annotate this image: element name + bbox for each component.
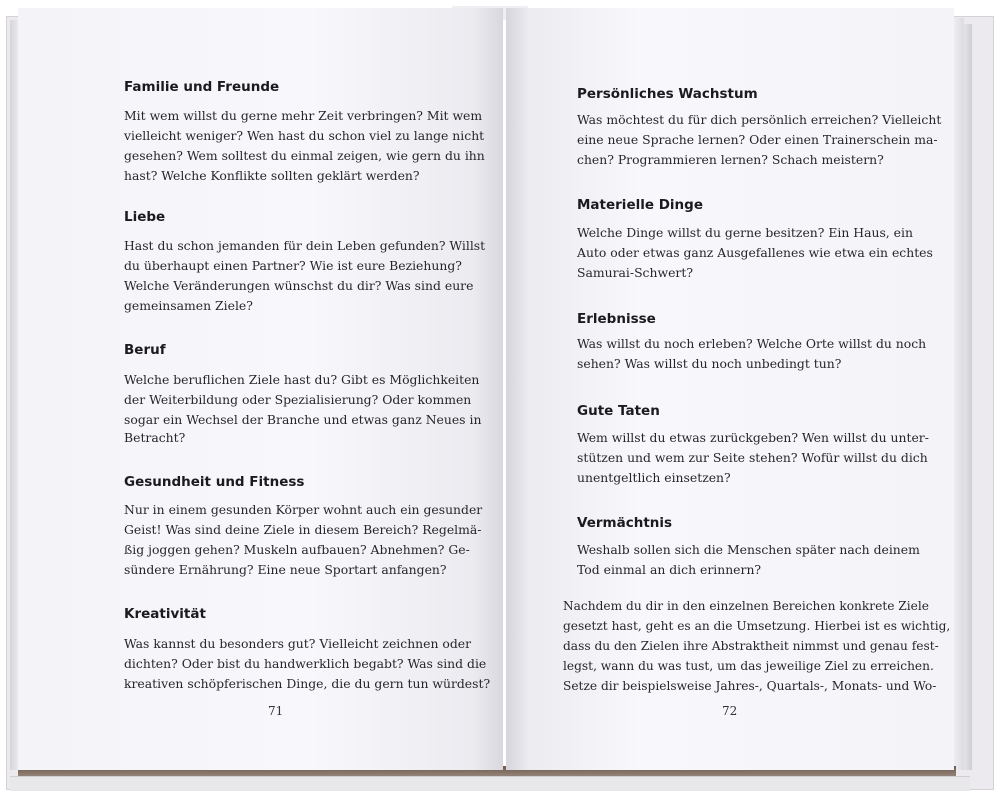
section-text-line: kreativen schöpferischen Dinge, die du gern tun würdest? (124, 676, 491, 691)
section-text-line: Tod einmal an dich erinnern? (577, 562, 762, 577)
section-heading: Gute Taten (577, 403, 660, 419)
closing-text-line: dass du den Zielen ihre Abstraktheit nimmst und genau fest- (563, 639, 939, 653)
section-text-line: sogar ein Wechsel der Branche und etwas ganz Neues in (124, 412, 482, 427)
section-text-line: Geist! Was sind deine Ziele in diesem Bereich? Regelmä- (124, 522, 482, 537)
section-text-line: gesehen? Wem solltest du einmal zeigen, wie gern du ihn (124, 148, 485, 163)
section-text-line: Samurai-Schwert? (577, 265, 693, 280)
section-heading: Vermächtnis (577, 515, 673, 531)
section-text-line: Welche beruflichen Ziele hast du? Gibt es Möglichkeiten (124, 372, 480, 387)
section-text-line: unentgeltlich einsetzen? (577, 470, 731, 485)
page-edges-right-outer (964, 24, 972, 770)
section-text-line: Hast du schon jemanden für dein Leben gefunden? Willst (124, 238, 486, 253)
section-text-line: Auto oder etwas ganz Ausgefallenes wie etwa ein echtes (577, 245, 933, 260)
section-text-line: Welche Dinge willst du gerne besitzen? Ein Haus, ein (577, 225, 913, 240)
section-text-line: Weshalb sollen sich die Menschen später nach deinem (577, 542, 920, 557)
section-text-line: Was möchtest du für dich persönlich erreichen? Vielleicht (577, 112, 942, 127)
section-heading: Gesundheit und Fitness (124, 474, 305, 490)
section-heading: Kreativität (124, 606, 206, 622)
section-heading: Materielle Dinge (577, 197, 703, 213)
section-text-line: vielleicht weniger? Wen hast du schon viel zu lange nicht (124, 128, 485, 143)
closing-text-line: Setze dir beispielsweise Jahres-, Quartals-, Monats- und Wo- (563, 679, 937, 693)
section-text-line: eine neue Sprache lernen? Oder einen Trainerschein ma- (577, 132, 938, 147)
closing-text-line: legst, wann du was tust, um das jeweilige Ziel zu erreichen. (563, 659, 934, 673)
section-text-line: Betracht? (124, 430, 186, 445)
section-text-line: stützen und wem zur Seite stehen? Wofür willst du dich (577, 450, 928, 465)
section-text-line: Welche Veränderungen wünschst du dir? Was sind eure (124, 278, 474, 293)
section-heading: Familie und Freunde (124, 79, 280, 95)
page-number: 71 (268, 704, 284, 718)
section-heading: Erlebnisse (577, 311, 656, 327)
closing-text-line: gesetzt hast, geht es an die Umsetzung. Hierbei ist es wichtig, (563, 619, 951, 633)
section-text-line: Mit wem willst du gerne mehr Zeit verbringen? Mit wem (124, 108, 483, 123)
section-text-line: Nur in einem gesunden Körper wohnt auch ein gesunder (124, 502, 483, 517)
section-heading: Beruf (124, 342, 166, 358)
section-text-line: sehen? Was willst du noch unbedingt tun? (577, 356, 842, 371)
section-text-line: der Weiterbildung oder Spezialisierung? Oder kommen (124, 392, 472, 407)
section-text-line: gemeinsamen Ziele? (124, 298, 253, 313)
closing-text-line: Nachdem du dir in den einzelnen Bereichen konkrete Ziele (563, 599, 929, 613)
section-text-line: dichten? Oder bist du handwerklich begabt? Was sind die (124, 656, 487, 671)
page-edges-right (954, 18, 964, 770)
section-text-line: chen? Programmieren lernen? Schach meistern? (577, 152, 884, 167)
section-heading: Persönliches Wachstum (577, 86, 758, 102)
section-text-line: du überhaupt einen Partner? Wie ist eure Beziehung? (124, 258, 462, 273)
section-heading: Liebe (124, 209, 166, 225)
section-text-line: sündere Ernährung? Eine neue Sportart anfangen? (124, 562, 447, 577)
page-number: 72 (722, 704, 738, 718)
section-text-line: hast? Welche Konflikte sollten geklärt werden? (124, 168, 420, 183)
section-text-line: Wem willst du etwas zurückgeben? Wen willst du unter- (577, 430, 929, 445)
section-text-line: ßig joggen gehen? Muskeln aufbauen? Abnehmen? Ge- (124, 542, 470, 557)
section-text-line: Was willst du noch erleben? Welche Orte willst du noch (577, 336, 927, 351)
section-text-line: Was kannst du besonders gut? Vielleicht zeichnen oder (124, 636, 472, 651)
book-base (10, 776, 970, 791)
